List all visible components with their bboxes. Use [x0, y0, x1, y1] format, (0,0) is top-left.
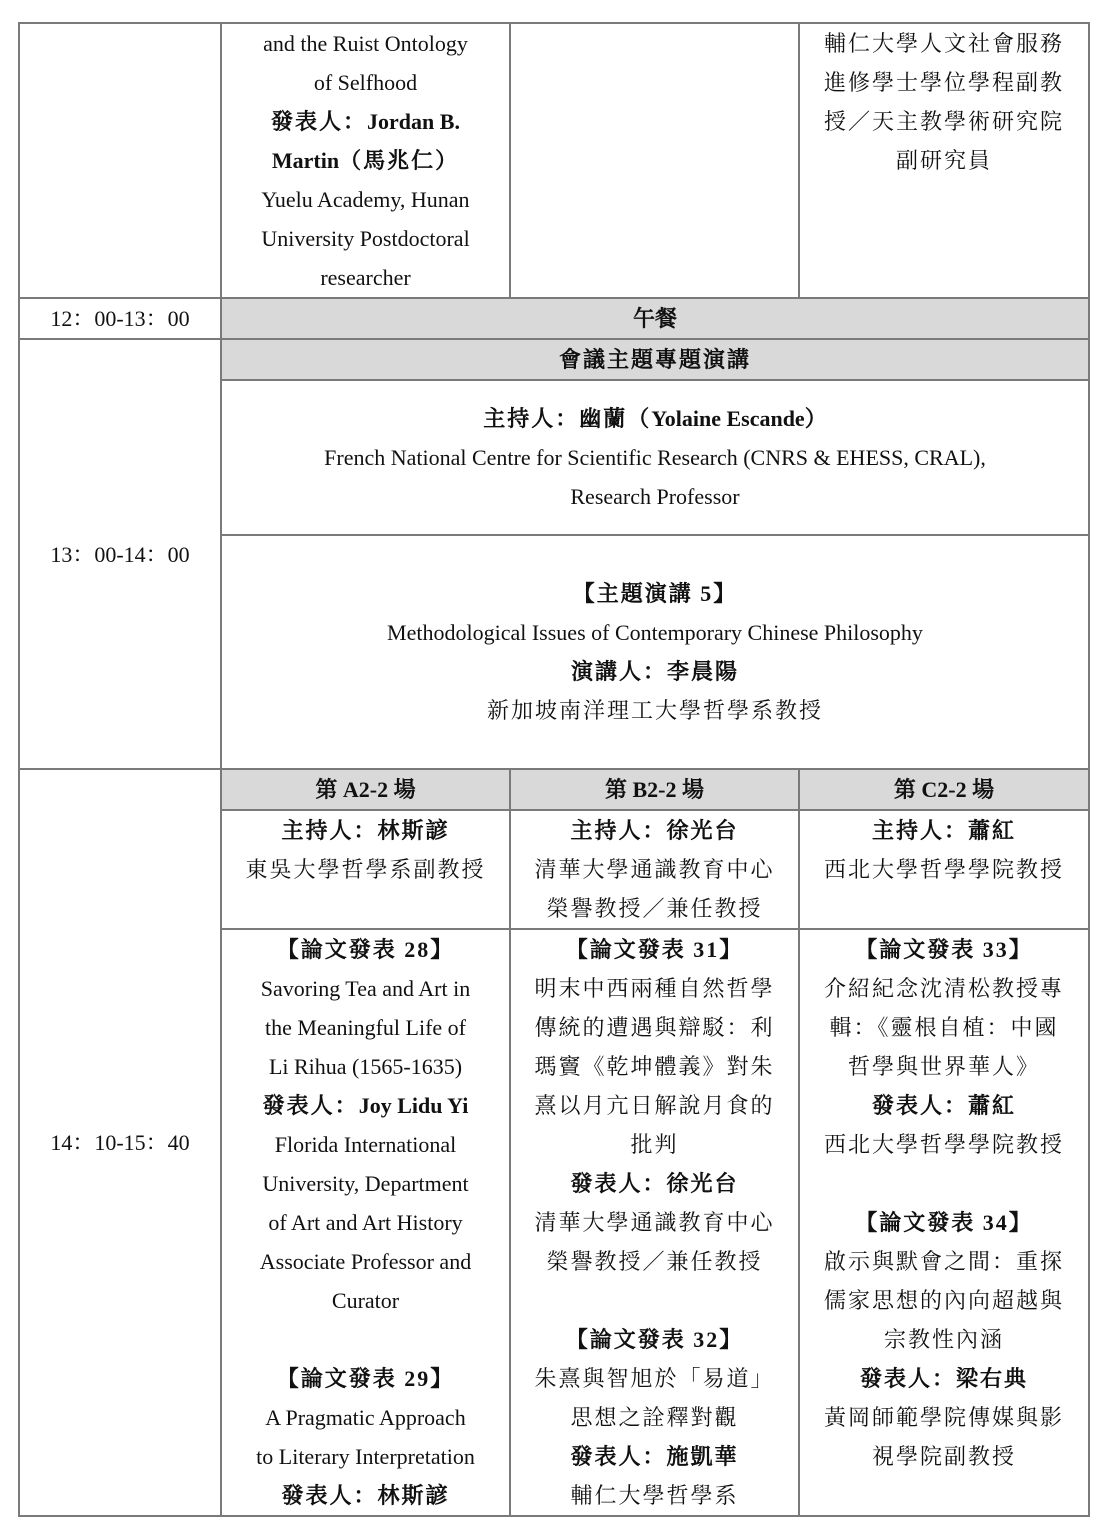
paper-tag: 【論文發表 34】: [855, 1210, 1033, 1235]
affiliation-line: Florida International: [274, 1132, 457, 1157]
paper-tag: 【論文發表 32】: [565, 1327, 744, 1352]
paper-28: [228, 930, 503, 1320]
presenter-line: [228, 1476, 503, 1515]
moderator-affiliation-line: French National Centre for Scientific Research (CNRS & EHESS, CRAL),: [324, 445, 986, 470]
paper-title-line: 哲學與世界華人》: [847, 1054, 1040, 1079]
presenter-label: 發表人：: [262, 1093, 359, 1118]
presenter-label: 發表人：: [271, 109, 368, 134]
paper-title-line: 傳統的遭遇與辯駁：利: [534, 1015, 775, 1040]
paper-title-line: 朱熹與智旭於「易道」: [534, 1366, 775, 1391]
paper-title-line: 介紹紀念沈清松教授專: [823, 976, 1064, 1001]
paper-title-line: 批判: [630, 1132, 679, 1157]
presenter-line: 發表人：梁右典: [859, 1366, 1028, 1391]
affiliation-line: 視學院副教授: [871, 1444, 1016, 1469]
paper-34: [806, 1203, 1082, 1476]
presenter-line: [228, 1086, 503, 1125]
session-header-b: 第 B2-2 場: [510, 769, 799, 810]
paper-title-line: to Literary Interpretation: [256, 1444, 475, 1469]
moderator-name: 主持人：蕭紅: [871, 818, 1016, 843]
affiliation-line: Yuelu Academy, Hunan: [261, 187, 470, 212]
keynote-tag: 【主題演講 5】: [572, 581, 738, 606]
papers-cell-a: [221, 929, 510, 1516]
affiliation-line: 榮譽教授／兼任教授: [546, 1249, 763, 1274]
affiliation-line: University, Department: [262, 1171, 469, 1196]
time-cell: 14：10-15：40: [19, 769, 221, 1516]
paper-title-line: Li Rihua (1565-1635): [268, 1054, 463, 1079]
affiliation-line: University Postdoctoral: [261, 226, 470, 251]
affiliation-line: of Art and Art History: [268, 1210, 463, 1235]
paper-title-line: 熹以月亢日解說月食的: [534, 1093, 775, 1118]
keynote-header: 會議主題專題演講: [221, 339, 1089, 380]
affiliation-line: researcher: [320, 265, 411, 290]
time-cell-empty: [19, 23, 221, 298]
paper-title-line: 思想之詮釋對觀: [570, 1405, 739, 1430]
paper-title-line: A Pragmatic Approach: [265, 1405, 466, 1430]
lunch-label: 午餐: [221, 298, 1089, 339]
moderator-affiliation-line: 清華大學通識教育中心: [534, 857, 775, 882]
paper-title-line: and the Ruist Ontology: [263, 31, 468, 56]
schedule-table: [18, 22, 1090, 1517]
keynote-moderator: [228, 399, 1082, 438]
keynote-talk-cell: [221, 535, 1089, 769]
presenter-name: Jordan B.: [367, 109, 460, 134]
paper-tag: 【論文發表 31】: [565, 937, 744, 962]
affiliation-line: 進修學士學位學程副教: [823, 70, 1064, 95]
paper-title-line: Savoring Tea and Art in: [260, 976, 471, 1001]
session-header-c: 第 C2-2 場: [799, 769, 1089, 810]
keynote-moderator-cell: [221, 380, 1089, 535]
paper-33: [806, 930, 1082, 1164]
moderator-name: 主持人：徐光台: [570, 818, 739, 843]
moderator-label: 主持人：幽蘭（: [483, 406, 652, 431]
papers-cell-b: [510, 929, 799, 1516]
presenter-line: [228, 102, 503, 141]
paper-32: [517, 1320, 792, 1515]
moderator-affiliation-line: 東吳大學哲學系副教授: [245, 857, 486, 882]
presenter-line: 發表人：徐光台: [570, 1171, 739, 1196]
keynote-speaker: 演講人：李晨陽: [570, 659, 739, 684]
affiliation-line: 西北大學哲學學院教授: [823, 1132, 1064, 1157]
affiliation-line: 授／天主教學術研究院: [823, 109, 1064, 134]
papers-cell-c: [799, 929, 1089, 1516]
spacer: [228, 1320, 503, 1359]
schedule-row-lunch: [19, 298, 1089, 339]
affiliation-line: 輔仁大學人文社會服務: [823, 31, 1064, 56]
affiliation-line: 副研究員: [895, 148, 992, 173]
affiliation-line: 黃岡師範學院傳媒與影: [823, 1405, 1064, 1430]
schedule-row-keynote-header: [19, 339, 1089, 380]
affiliation-line: 清華大學通識教育中心: [534, 1210, 775, 1235]
presenter-name: Martin: [271, 148, 340, 173]
paper-title-line: 明末中西兩種自然哲學: [534, 976, 775, 1001]
spacer: [517, 1281, 792, 1320]
keynote-title: Methodological Issues of Contemporary Chinese Philosophy: [387, 620, 923, 645]
presenter-label: 發表人：: [281, 1483, 378, 1508]
paper-title-line: the Meaningful Life of: [265, 1015, 466, 1040]
presenter-name: 林斯諺: [377, 1483, 450, 1508]
time-cell: 13：00-14：00: [19, 339, 221, 769]
time-cell: 12：00-13：00: [19, 298, 221, 339]
paper-tag: 【論文發表 28】: [276, 937, 455, 962]
paper-title-line: 宗教性內涵: [883, 1327, 1004, 1352]
paper-cell-a-continued: [221, 23, 510, 298]
keynote-speaker-affiliation: 新加坡南洋理工大學哲學系教授: [486, 698, 823, 723]
paper-title-line: 啟示與默會之間：重探: [823, 1249, 1064, 1274]
session-moderator-b: [510, 810, 799, 929]
presenter-line: 發表人：蕭紅: [871, 1093, 1016, 1118]
moderator-affiliation-line: Research Professor: [570, 484, 740, 509]
presenter-line: 發表人：施凱華: [570, 1444, 739, 1469]
moderator-affiliation-line: 榮譽教授／兼任教授: [546, 896, 763, 921]
moderator-close: ）: [804, 406, 827, 431]
paper-cell-b-continued: [510, 23, 799, 298]
paper-tag: 【論文發表 33】: [855, 937, 1033, 962]
affiliation-line: Associate Professor and: [259, 1249, 472, 1274]
paper-title-line: 儒家思想的內向超越與: [823, 1288, 1064, 1313]
affiliation-line: 輔仁大學哲學系: [570, 1483, 739, 1508]
presenter-name: Joy Lidu Yi: [358, 1093, 469, 1118]
schedule-row-continued: [19, 23, 1089, 298]
paper-title-line: 輯：《靈根自植：中國: [829, 1015, 1059, 1040]
presenter-line: [228, 141, 503, 180]
schedule-row-session-headers: [19, 769, 1089, 810]
moderator-name: Yolaine Escande: [651, 406, 805, 431]
paper-tag: 【論文發表 29】: [276, 1366, 455, 1391]
paper-cell-c-continued: [799, 23, 1089, 298]
affiliation-line: Curator: [331, 1288, 400, 1313]
paper-31: [517, 930, 792, 1281]
paper-29: [228, 1359, 503, 1515]
session-moderator-a: [221, 810, 510, 929]
moderator-name: 主持人：林斯諺: [281, 818, 450, 843]
paper-title-line: 瑪竇《乾坤體義》對朱: [534, 1054, 775, 1079]
moderator-affiliation-line: 西北大學哲學學院教授: [823, 857, 1064, 882]
paper-title-line: of Selfhood: [313, 70, 418, 95]
session-moderator-c: [799, 810, 1089, 929]
spacer: [806, 1164, 1082, 1203]
presenter-cn-name: （馬兆仁）: [339, 148, 460, 173]
session-header-a: 第 A2-2 場: [221, 769, 510, 810]
